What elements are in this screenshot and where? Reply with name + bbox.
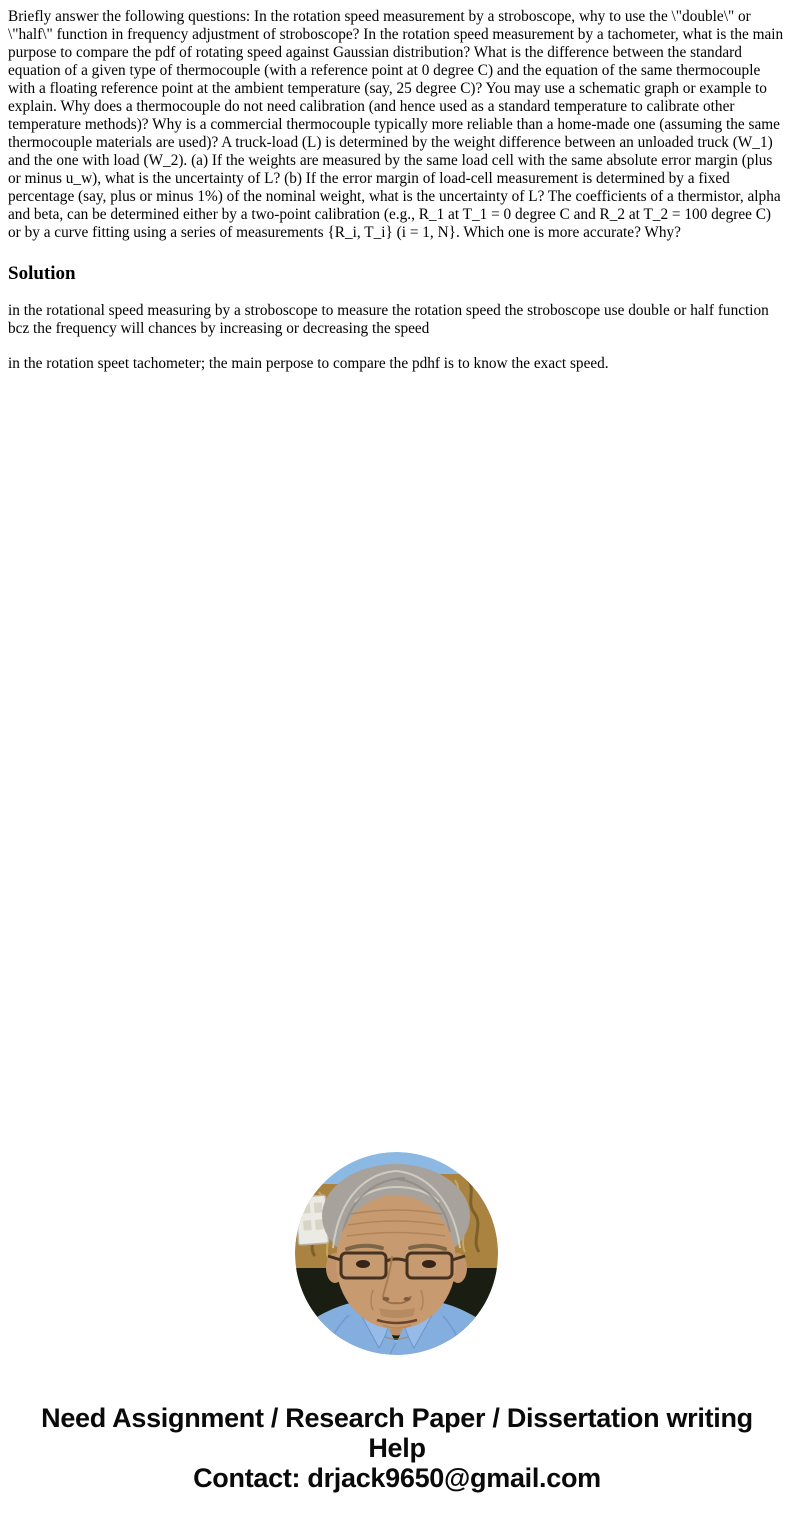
solution-paragraph-2: in the rotation speet tachometer; the main perpose to compare the pdhf is to know the exact speed. <box>8 355 609 372</box>
footer-contact-email: Contact: drjack9650@gmail.com <box>193 1463 601 1493</box>
document-body <box>8 0 786 373</box>
footer-banner <box>0 1403 794 1493</box>
question-text: Briefly answer the following questions: In the rotation speed measurement by a stroboscope, why to use the \"double\" or \"half\" function in frequency adjustment of stroboscope? In the rotation speed measurement by a tachometer, what is the main purpose to compare the pdf of rotating speed against Gaussian distribution? What is the difference between the standard equation of a given type of thermocouple (with a reference point at 0 degree C) and the equation of the same thermocouple with a floating reference point at the ambient temperature (say, 25 degree C)? You may use a schematic graph or example to explain. Why does a thermocouple do not need calibration (and hence used as a standard temperature to calibrate other temperature methods)? Why is a commercial thermocouple typically more reliable than a home-made one (assuming the same thermocouple materials are used)? A truck-load (L) is determined by the weight difference between an unloaded truck (W_1) and the one with load (W_2). (a) If the weights are measured by the same load cell with the same absolute error margin (plus or minus u_w), what is the uncertainty of L? (b) If the error margin of load-cell measurement is determined by a fixed percentage (say, plus or minus 1%) of the nominal weight, what is the uncertainty of L? The coefficients of a thermistor, alpha and beta, can be determined either by a two-point calibration (e.g., R_1 at T_1 = 0 degree C and R_2 at T_2 = 100 degree C) or by a curve fitting using a series of measurements {R_i, T_i} (i = 1, N}. Which one is more accurate? Why? <box>8 8 784 241</box>
tutor-portrait-illustration <box>295 1152 498 1355</box>
solution-paragraph-1: in the rotational speed measuring by a stroboscope to measure the rotation speed the stroboscope use double or half function bcz the frequency will chances by increasing or decreasing the speed <box>8 302 769 337</box>
footer-title: Need Assignment / Research Paper / Dissertation writing Help <box>41 1403 753 1463</box>
solution-heading: Solution <box>8 263 76 284</box>
tutor-avatar-photo <box>295 1152 498 1355</box>
